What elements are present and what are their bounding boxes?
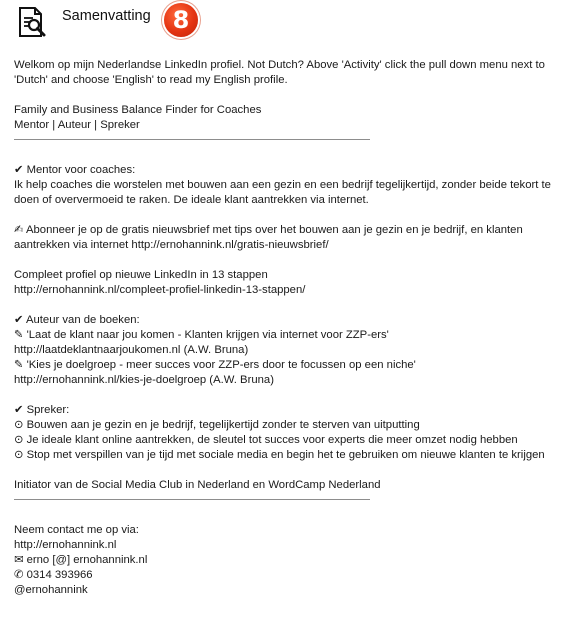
mentor-heading: ✔ Mentor voor coaches: <box>14 164 136 176</box>
author-heading: ✔ Auteur van de boeken: <box>14 314 140 326</box>
contact-email: ✉ erno [@] ernohannink.nl <box>14 554 148 566</box>
speaker-topic-3: ⊙ Stop met verspillen van je tijd met sociale media en begin het te gebruiken om nieuwe klanten te krijgen <box>14 449 545 461</box>
section-title: Samenvatting <box>62 8 151 24</box>
tagline: Family and Business Balance Finder for Coaches <box>14 104 262 116</box>
mentor-text: Ik help coaches die worstelen met bouwen aan een gezin en een bedrijf tegelijkertijd, zonder beide tekort te doen of oververmoeid te raken. De ideale klant aantrekken via internet. <box>14 179 551 206</box>
divider <box>14 499 370 500</box>
speaker-heading: ✔ Spreker: <box>14 404 70 416</box>
speaker-topic-2: ⊙ Je ideale klant online aantrekken, de sleutel tot succes voor experts die meer omzet nodig hebben <box>14 434 518 446</box>
book-title-2: ✎ 'Kies je doelgroep - meer succes voor ZZP-ers door te focussen op een niche' <box>14 359 416 371</box>
contact-twitter: @ernohannink <box>14 584 88 596</box>
intro-text: Welkom op mijn Nederlandse LinkedIn profiel. Not Dutch? Above 'Activity' click the pull down menu next to 'Dutch' and choose 'English' to read my English profile. <box>14 59 545 86</box>
contact-website: http://ernohannink.nl <box>14 539 117 551</box>
skill-badge: 8 <box>164 3 198 37</box>
speaker-topic-1: ⊙ Bouwen aan je gezin en je bedrijf, tegelijkertijd zonder te sterven van uitputting <box>14 419 420 431</box>
contact-heading: Neem contact me op via: <box>14 524 139 536</box>
divider <box>14 139 370 140</box>
book-link-2: http://ernohannink.nl/kies-je-doelgroep (A.W. Bruna) <box>14 374 274 386</box>
profile-link: http://ernohannink.nl/compleet-profiel-linkedin-13-stappen/ <box>14 284 306 296</box>
book-link-1: http://laatdeklantnaarjoukomen.nl (A.W. Bruna) <box>14 344 249 356</box>
contact-phone: ✆ 0314 393966 <box>14 569 93 581</box>
initiator-text: Initiator van de Social Media Club in Nederland en WordCamp Nederland <box>14 479 381 491</box>
newsletter-text: ✍ Abonneer je op de gratis nieuwsbrief met tips over het bouwen aan je gezin en je bedrijf, en klanten aantrekken via internet http://ernohannink.nl/gratis-nieuwsbrief/ <box>14 224 523 251</box>
summary-header <box>0 0 580 46</box>
profile-text: Compleet profiel op nieuwe LinkedIn in 13 stappen <box>14 269 268 281</box>
roles-text: Mentor | Auteur | Spreker <box>14 119 140 131</box>
summary-content <box>14 58 566 598</box>
document-search-icon <box>14 5 48 39</box>
book-title-1: ✎ 'Laat de klant naar jou komen - Klanten krijgen via internet voor ZZP-ers' <box>14 329 389 341</box>
